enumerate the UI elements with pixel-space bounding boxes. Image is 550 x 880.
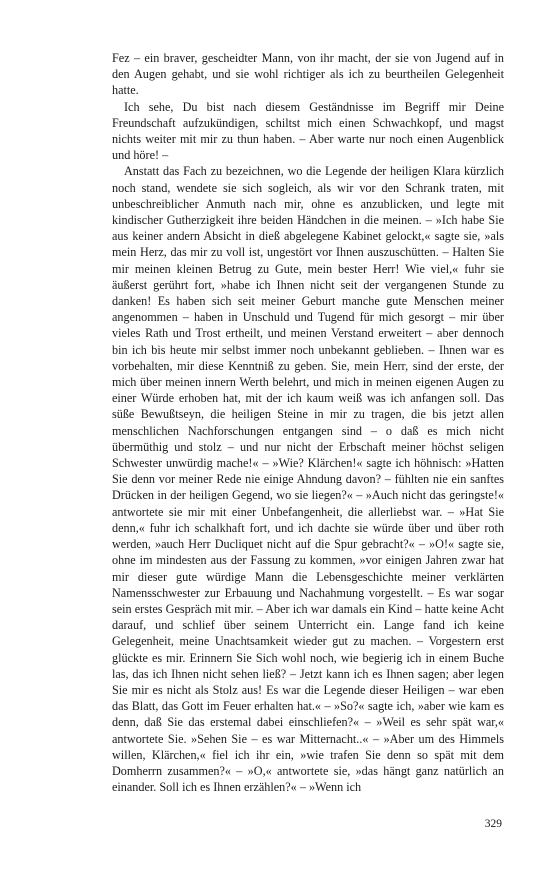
book-page-text [112, 50, 504, 795]
paragraph-1: Fez – ein braver, gescheidter Mann, von ihr macht, der sie von Jugend auf in den Augen gehabt, und sie wohl richtiger als ich zu beurtheilen Gelegenheit hatte. [112, 51, 504, 98]
paragraph-3: Anstatt das Fach zu bezeichnen, wo die Legende der heiligen Klara kürzlich noch stand, wendete sie sich sogleich, als wir vor den Schrank traten, mit unbeschreiblicher Anmuth nach mir, ohne es anzublicken, und legte mit kindischer Gutherzigkeit ihre beiden Händchen in die meinen. – »Ich habe Sie aus keiner andern Absicht in dieß abgelegene Kabinet gelockt,« sagte sie, »als mein Herz, das mir zu voll ist, ungestört vor Ihnen auszuschütten. – Halten Sie mir meinen kleinen Betrug zu Gute, mein bester Herr! Wie viel,« fuhr sie äußerst gerührt fort, »habe ich Ihnen nicht seit der vergangenen Stunde zu danken! Es haben sich seit meiner Geburt manche gute Menschen meiner angenommen – haben in Unschuld und Tugend für mich gesorgt – mir über vieles Rath und Trost ertheilt, und meinen Verstand erweitert – aber dennoch bin ich bis heute mir selbst immer noch unbekannt geblieben. – Ihnen war es vorbehalten, mir diese Kenntniß zu geben. Sie, mein Herr, sind der erste, der mich über meinen innern Werth belehrt, und mich in meinen eigenen Augen zu einer Würde erhoben hat, mit der ich kaum weiß was ich anfangen soll. Das süße Bewußtseyn, die heiligen Steine in mir zu tragen, die bis jetzt allen menschlichen Nachforschungen entgangen sind – o daß es mich nicht übermüthig und stolz – und nur nicht der Erbschaft meiner höchst seligen Schwester unwürdig mache!« – »Wie? Klärchen!« sagte ich höhnisch: »Hatten Sie denn vor meiner Rede nie einige Ahndung davon? – fühlten nie ein sanftes Drücken in der heiligen Gegend, wo sie liegen?« – »Auch nicht das geringste!« antwortete sie mir mit einer Unbefangenheit, die allerliebst war. – »Hat Sie denn,« fuhr ich schalkhaft fort, und ich dachte sie würde über und über roth werden, »auch Herr Ducliquet nicht auf die Spur gebracht?« – »O!« sagte sie, ohne im mindesten aus der Fassung zu kommen, »vor einigen Jahren zwar hat mir dieser gute würdige Mann die Lebensgeschichte meiner verklärten Namensschwester zur Erbauung und Nachahmung vorgestellt. – Es war sogar sein erstes Gespräch mit mir. – Aber ich war damals ein Kind – hatte keine Acht darauf, und schlief über seinem Unterricht ein. Lange fand ich keine Gelegenheit, meine Unachtsamkeit wieder gut zu machen. – Vorgestern erst glückte es mir. Erinnern Sie Sich wohl noch, wie begierig ich in einem Buche las, das ich Ihnen nicht sehen ließ? – Jetzt kann ich es Ihnen sagen; aber legen Sie mir es nicht als Stolz aus! Es war die Legende dieser Heiligen – war eben das Blatt, das Gott im Feuer erhalten hat.« – »So?« sagte ich, »aber wie kam es denn, daß Sie das erstemal dabei einschliefen?« – »Weil es sehr spät war,« antwortete Sie. »Sehen Sie – es war Mitternacht..« – »Aber um des Himmels willen, Klärchen,« fiel ich ihr ein, »wie trafen Sie denn so spät mit dem Domherrn zusammen?« – »O,« antwortete sie, »das hängt ganz natürlich an einander. Soll ich es Ihnen erzählen?« – »Wenn ich [112, 164, 504, 795]
paragraph-2: Ich sehe, Du bist nach diesem Geständnisse im Begriff mir Deine Freundschaft aufzukündigen, schiltst mich einen Schwachkopf, und magst nichts weiter mit mir zu thun haben. – Aber warte nur noch einen Augenblick und höre! – [112, 99, 504, 163]
page-number: 329 [484, 818, 502, 830]
